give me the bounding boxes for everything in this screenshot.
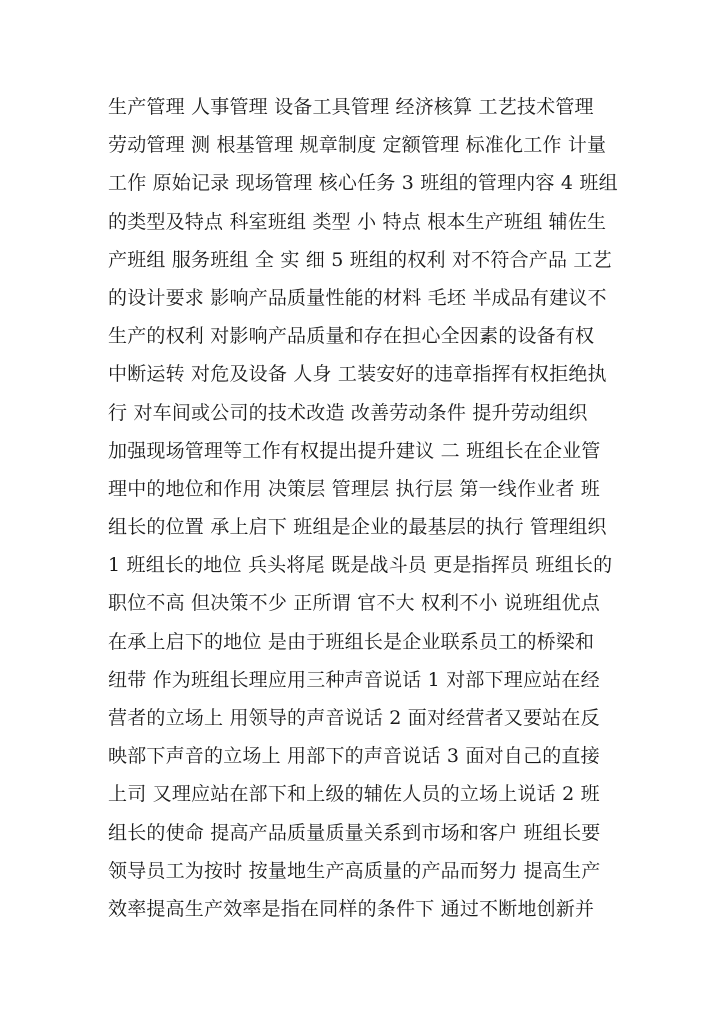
text-line: 劳动管理 测 根基管理 规章制度 定额管理 标准化工作 计量: [108, 134, 607, 157]
text-line: 营者的立场上 用领导的声音说话 2 面对经营者又要站在反: [108, 707, 600, 729]
text-line: 1 班组长的地位 兵头将尾 既是战斗员 更是指挥员 班组长的: [108, 554, 613, 577]
text-line: 中断运转 对危及设备 人身 工装安好的违章指挥有权拒绝执: [108, 363, 607, 386]
text-line: 产班组 服务班组 全 实 细 5 班组的权利 对不符合产品 工艺: [108, 248, 612, 271]
text-line: 在承上启下的地位 是由于班组长是企业联系员工的桥梁和: [108, 630, 595, 653]
text-line: 组长的使命 提高产品质量质量关系到市场和客户 班组长要: [108, 821, 601, 844]
body-text: [108, 88, 618, 928]
text-line: 工作 原始记录 现场管理 核心任务 3 班组的管理内容 4 班组: [108, 172, 618, 195]
text-line: 映部下声音的立场上 用部下的声音说话 3 面对自己的直接: [108, 745, 600, 768]
text-line: 上司 又理应站在部下和上级的辅佐人员的立场上说话 2 班: [108, 783, 600, 806]
text-line: 的类型及特点 科室班组 类型 小 特点 根本生产班组 辅佐生: [108, 210, 607, 233]
text-line: 行 对车间或公司的技术改造 改善劳动条件 提升劳动组织: [108, 401, 588, 424]
text-line: 生产的权利 对影响产品质量和存在担心全因素的设备有权: [108, 325, 595, 348]
text-line: 组长的位置 承上启下 班组是企业的最基层的执行 管理组织: [108, 516, 607, 539]
text-line: 职位不高 但决策不少 正所谓 官不大 权利不小 说班组优点: [108, 592, 600, 615]
text-line: 生产管理 人事管理 设备工具管理 经济核算 工艺技术管理: [108, 96, 594, 118]
text-line: 的设计要求 影响产品质量性能的材料 毛坯 半成品有建议不: [108, 286, 607, 309]
text-line: 加强现场管理等工作有权提出提升建议 二 班组长在企业管: [108, 439, 601, 462]
text-line: 理中的地位和作用 决策层 管理层 执行层 第一线作业者 班: [108, 477, 600, 500]
text-line: 效率提高生产效率是指在同样的条件下 通过不断地创新并: [108, 897, 595, 920]
text-line: 领导员工为按时 按量地生产高质量的产品而努力 提高生产: [108, 859, 601, 882]
text-line: 纽带 作为班组长理应用三种声音说话 1 对部下理应站在经: [108, 668, 600, 691]
